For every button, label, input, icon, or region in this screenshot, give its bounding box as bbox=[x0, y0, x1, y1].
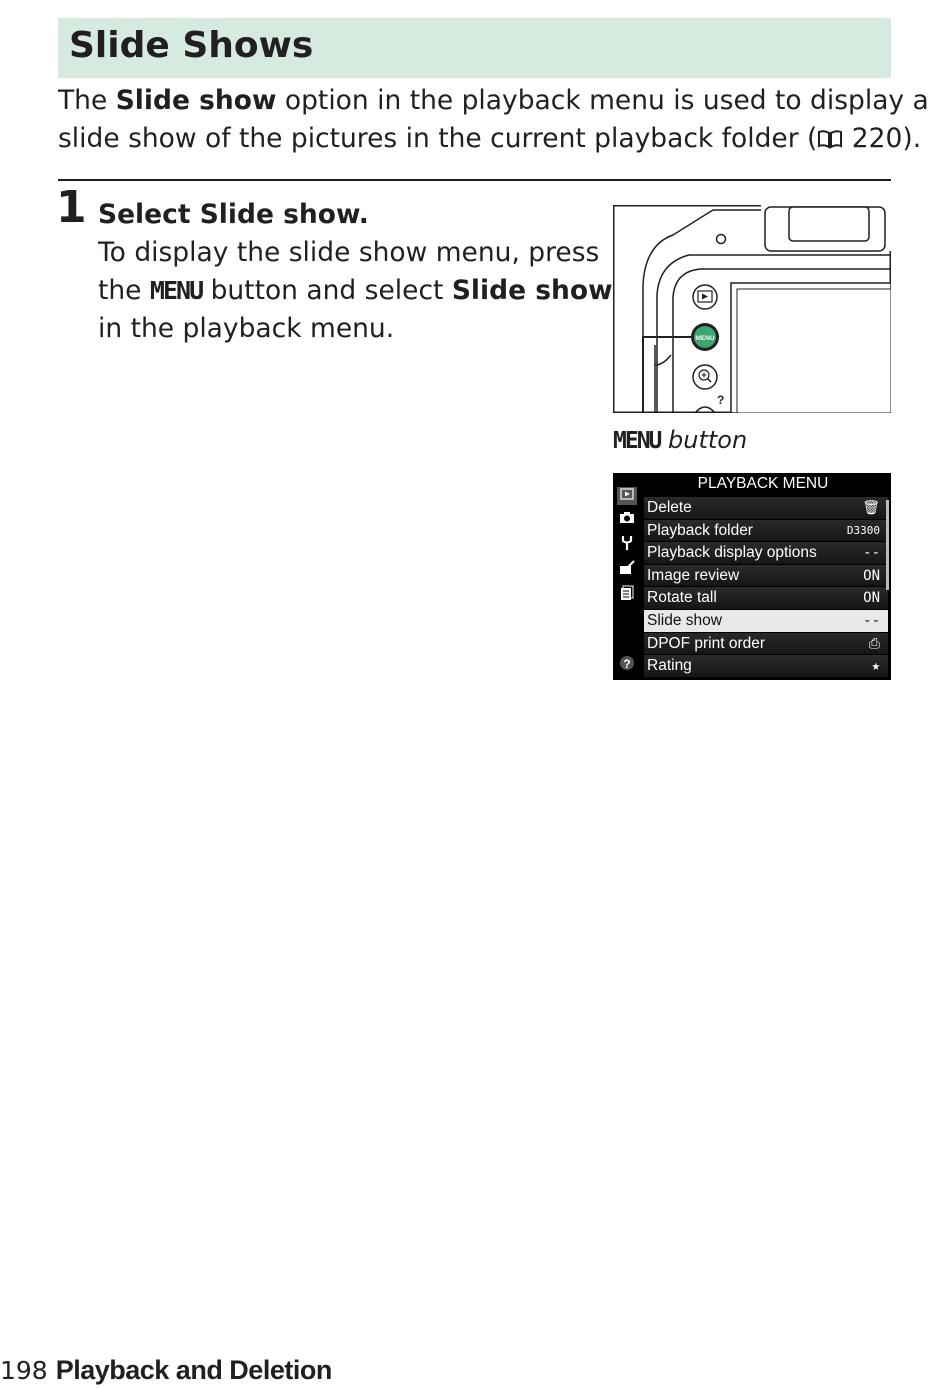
step-line-3: in the playback menu. bbox=[98, 313, 395, 344]
retouch-icon[interactable] bbox=[617, 560, 637, 578]
camera-caption bbox=[613, 423, 747, 458]
step-instructions bbox=[98, 196, 613, 348]
camera-back-illustration bbox=[613, 205, 891, 413]
playback-icon[interactable] bbox=[617, 487, 637, 505]
divider bbox=[58, 179, 891, 181]
menu-tabs bbox=[613, 485, 641, 680]
menu-item-rotate-tall[interactable] bbox=[644, 587, 888, 610]
step-text: the bbox=[98, 275, 150, 306]
step-heading-text: Select bbox=[98, 199, 200, 230]
section-title: Slide Shows bbox=[69, 25, 314, 66]
book-icon bbox=[817, 129, 843, 149]
menu-item-label: Slide show bbox=[647, 611, 722, 629]
chapter-title: Playback and Deletion bbox=[55, 1355, 332, 1385]
menu-item-playback-display-options[interactable] bbox=[644, 542, 888, 565]
menu-item-dpof-print-order[interactable] bbox=[644, 633, 888, 656]
camera-icon[interactable] bbox=[617, 511, 637, 529]
step-heading-term: Slide show. bbox=[199, 199, 369, 230]
step-heading bbox=[98, 196, 598, 234]
step-line-1: To display the slide show menu, press bbox=[98, 237, 600, 268]
page-reference: 220). bbox=[843, 123, 922, 154]
help-icon[interactable] bbox=[617, 655, 637, 673]
menu-item-label: Playback display options bbox=[647, 544, 817, 562]
setup-icon[interactable] bbox=[617, 535, 637, 553]
menu-item-value: -- bbox=[863, 545, 880, 562]
page-footer bbox=[0, 1352, 332, 1388]
menu-item-slide-show[interactable] bbox=[644, 610, 888, 633]
menu-item-label: Playback folder bbox=[647, 521, 753, 539]
slide-show-term: Slide show bbox=[451, 275, 613, 306]
playback-menu-screen bbox=[613, 473, 891, 680]
star-icon: ★ bbox=[871, 658, 880, 675]
caption-text: button bbox=[660, 426, 748, 454]
trash-icon: 🗑 bbox=[862, 500, 880, 516]
menu-item-value: -- bbox=[863, 612, 880, 629]
menu-item-playback-folder[interactable] bbox=[644, 520, 888, 543]
menu-item-label: Rotate tall bbox=[647, 589, 717, 607]
help-icon-symbol: ? bbox=[623, 657, 631, 671]
menu-item-delete[interactable] bbox=[644, 497, 888, 520]
step-text: button and select bbox=[202, 275, 452, 306]
menu-item-value: ON bbox=[863, 567, 880, 584]
slide-show-term: Slide show bbox=[115, 85, 277, 116]
menu-item-value: D3300 bbox=[846, 523, 880, 537]
menu-button-symbol: MENU bbox=[613, 428, 661, 454]
print-icon: ⎙ bbox=[868, 635, 880, 652]
intro-text: option in the playback menu is used to display a bbox=[276, 85, 929, 116]
step-line-2 bbox=[98, 272, 613, 310]
menu-item-label: Rating bbox=[647, 657, 692, 675]
intro-line-1 bbox=[58, 82, 929, 120]
intro-paragraph bbox=[58, 82, 929, 158]
menu-item-label: Delete bbox=[647, 499, 692, 516]
menu-items bbox=[644, 497, 888, 678]
menu-item-label: Image review bbox=[647, 566, 740, 584]
intro-text: slide show of the pictures in the current playback folder ( bbox=[58, 123, 818, 154]
intro-text: The bbox=[58, 85, 116, 116]
menu-scrollbar[interactable] bbox=[886, 500, 889, 590]
recent-settings-icon[interactable] bbox=[617, 585, 637, 603]
menu-item-label: DPOF print order bbox=[647, 634, 766, 652]
menu-item-value: ON bbox=[863, 590, 880, 607]
menu-button-symbol: MENU bbox=[149, 276, 203, 305]
page-number: 198 bbox=[0, 1356, 48, 1385]
zoom-in-button bbox=[693, 365, 717, 389]
intro-line-2 bbox=[58, 120, 922, 158]
menu-title: PLAYBACK MENU bbox=[697, 475, 829, 492]
menu-item-image-review[interactable] bbox=[644, 565, 888, 588]
menu-button-label: MENU bbox=[695, 335, 715, 342]
section-title-band bbox=[58, 18, 891, 78]
step-number: 1 bbox=[56, 182, 87, 233]
menu-item-rating[interactable] bbox=[644, 655, 888, 678]
help-symbol: ? bbox=[717, 393, 725, 407]
